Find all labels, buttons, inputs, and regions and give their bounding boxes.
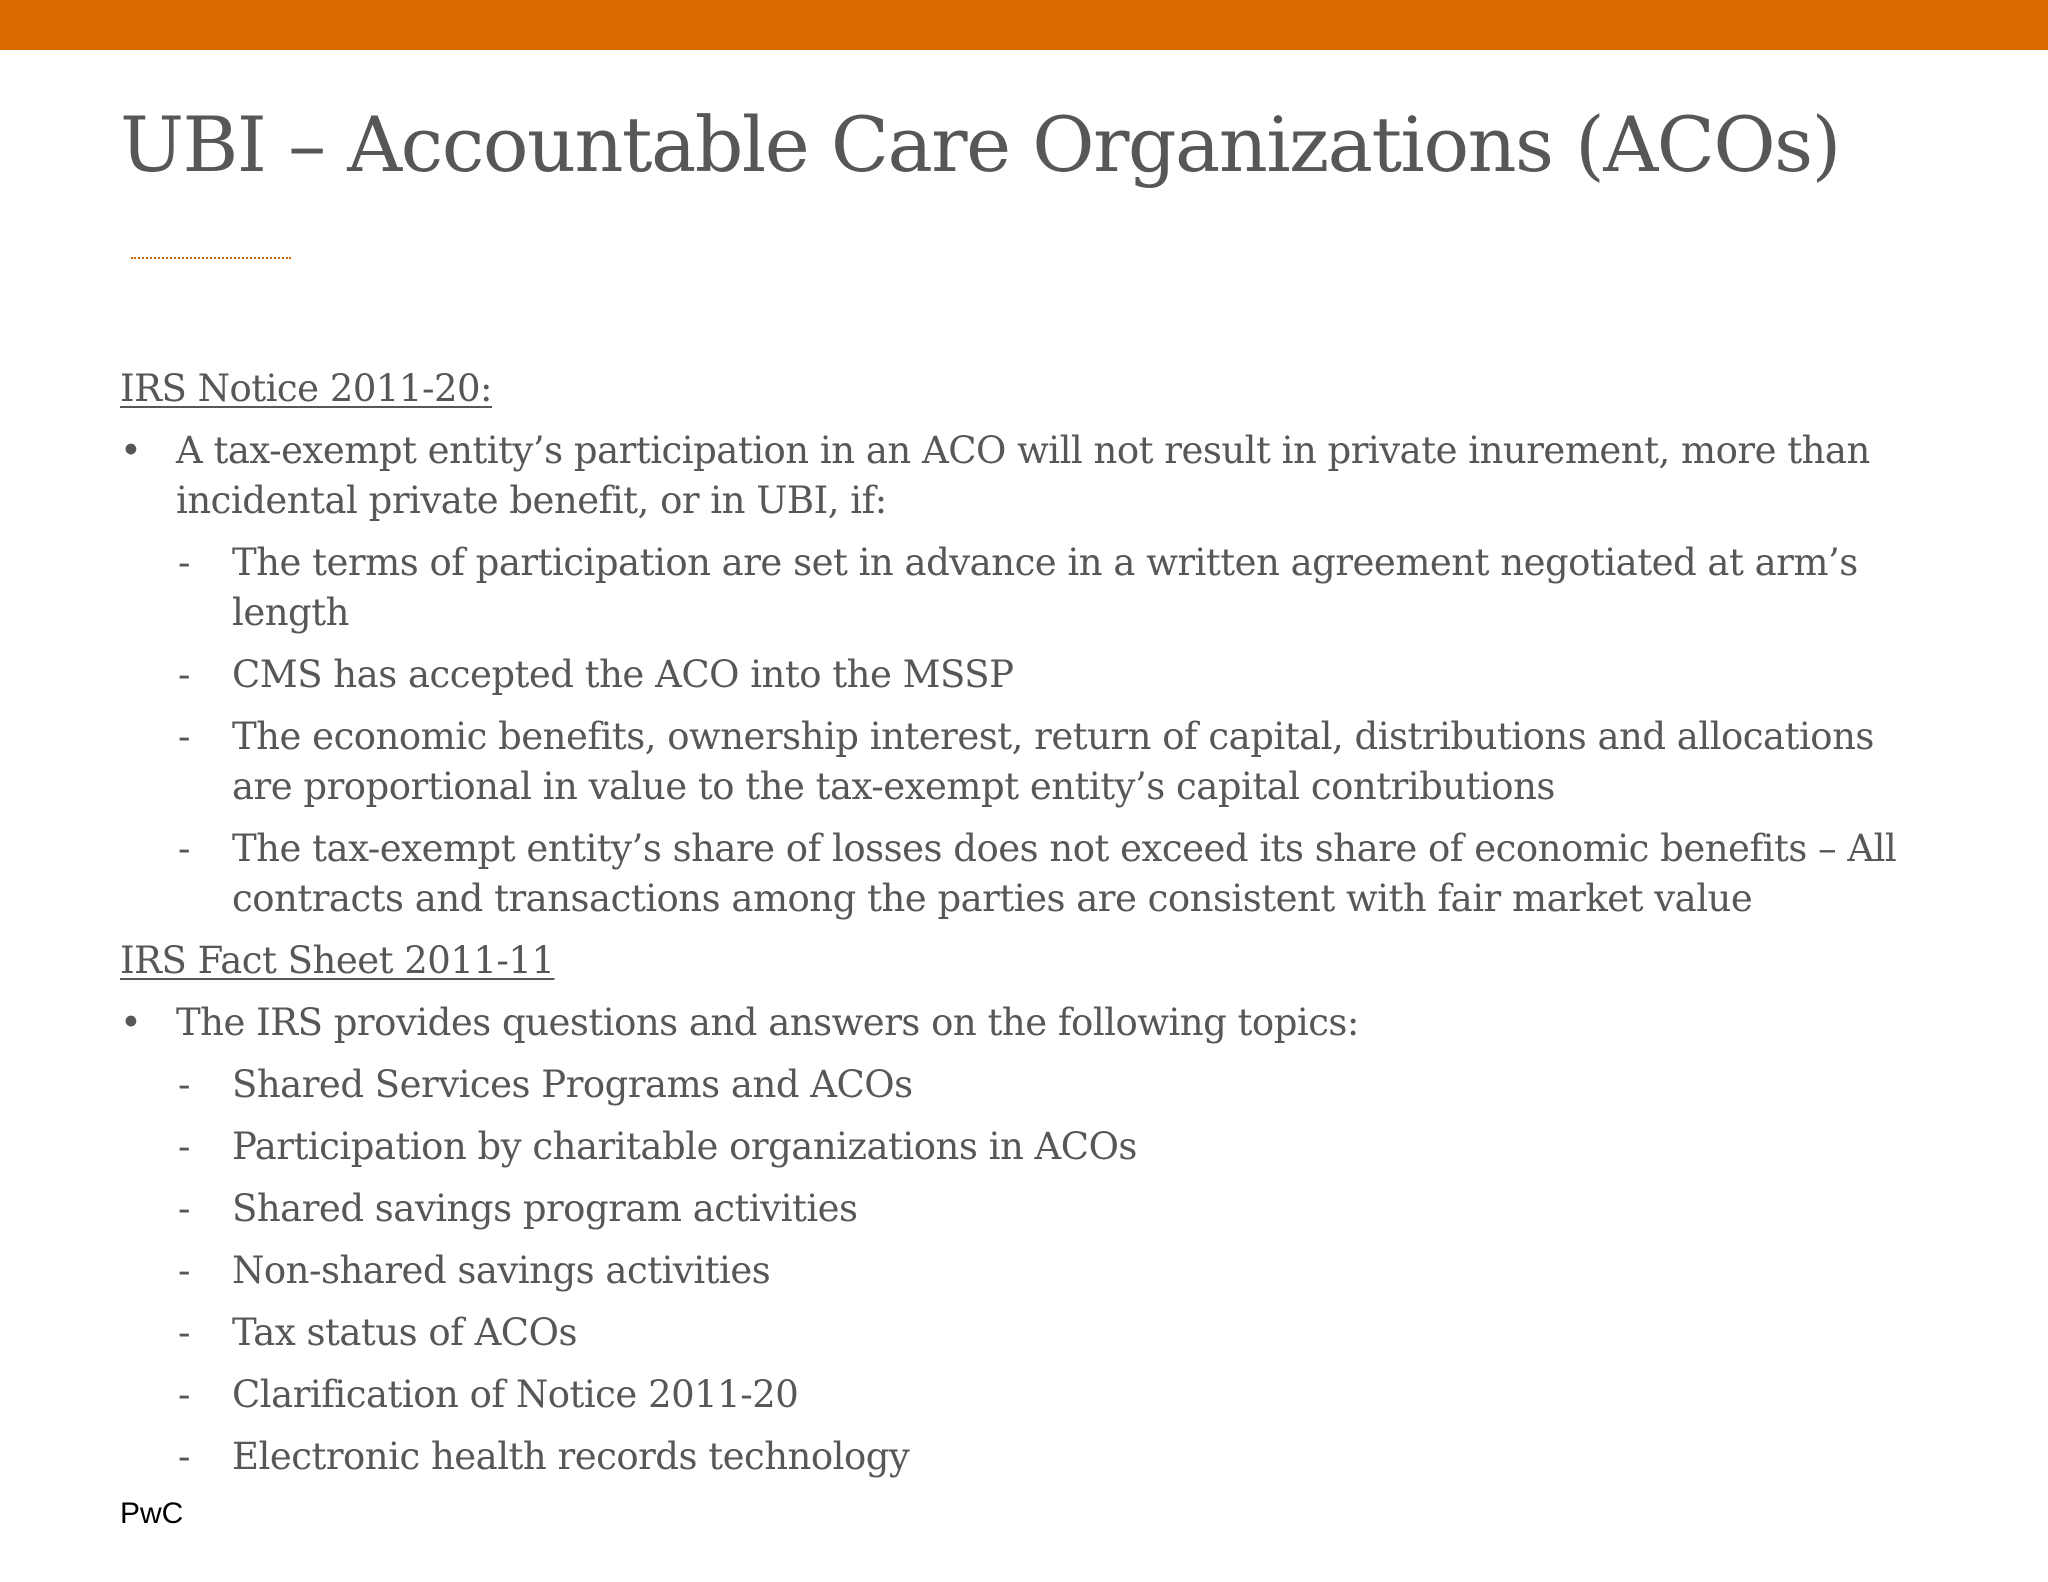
sub-item-text: The economic benefits, ownership interest, return of capital, distributions and allocations are proportional in value to the tax-exempt entity’s capital contributions (232, 715, 1874, 808)
sub-item (120, 712, 1910, 812)
sub-item-text: Electronic health records technology (232, 1435, 910, 1478)
sub-item-text: Clarification of Notice 2011-20 (232, 1373, 799, 1416)
slide-title: UBI – Accountable Care Organizations (ACOs) (120, 100, 1840, 189)
sub-item-text: Non-shared savings activities (232, 1249, 771, 1292)
sub-item (120, 538, 1910, 638)
sub-item-text: Shared Services Programs and ACOs (232, 1063, 913, 1106)
dash-marker: - (178, 653, 191, 696)
dash-marker: - (178, 827, 191, 870)
footer-brand: PwC (120, 1497, 184, 1530)
sub-item-text: Participation by charitable organizations in ACOs (232, 1125, 1137, 1168)
section-heading-irs-fact-sheet: IRS Fact Sheet 2011-11 (120, 939, 555, 982)
sub-item (120, 1184, 1910, 1234)
dash-marker: - (178, 1187, 191, 1230)
sub-item (120, 1060, 1910, 1110)
bullet-item (120, 426, 1910, 526)
sub-item-text: CMS has accepted the ACO into the MSSP (232, 653, 1014, 696)
title-divider (131, 257, 291, 259)
sub-item (120, 824, 1910, 924)
sub-item-text: The terms of participation are set in advance in a written agreement negotiated at arm’s length (232, 541, 1858, 634)
bullet-marker: • (120, 429, 142, 472)
dash-marker: - (178, 1373, 191, 1416)
sub-item-text: Tax status of ACOs (232, 1311, 577, 1354)
bullet-item (120, 998, 1910, 1048)
dash-marker: - (178, 1125, 191, 1168)
dash-marker: - (178, 715, 191, 758)
bullet-text: The IRS provides questions and answers on the following topics: (176, 1001, 1359, 1044)
sub-item (120, 1308, 1910, 1358)
dash-marker: - (178, 1435, 191, 1478)
sub-item (120, 1246, 1910, 1296)
header-accent-bar (0, 0, 2048, 50)
dash-marker: - (178, 1249, 191, 1292)
sub-item-text: Shared savings program activities (232, 1187, 858, 1230)
sub-item (120, 650, 1910, 700)
sub-item-text: The tax-exempt entity’s share of losses does not exceed its share of economic benefits – All contracts and transactions among the parties are consistent with fair market value (232, 827, 1897, 920)
bullet-marker: • (120, 1001, 142, 1044)
section-heading-irs-notice: IRS Notice 2011-20: (120, 367, 493, 410)
dash-marker: - (178, 1311, 191, 1354)
dash-marker: - (178, 1063, 191, 1106)
sub-item (120, 1370, 1910, 1420)
slide-content (120, 364, 1910, 1494)
sub-item (120, 1432, 1910, 1482)
dash-marker: - (178, 541, 191, 584)
sub-item (120, 1122, 1910, 1172)
bullet-text: A tax-exempt entity’s participation in an ACO will not result in private inurement, more than incidental private benefit, or in UBI, if: (176, 429, 1870, 522)
